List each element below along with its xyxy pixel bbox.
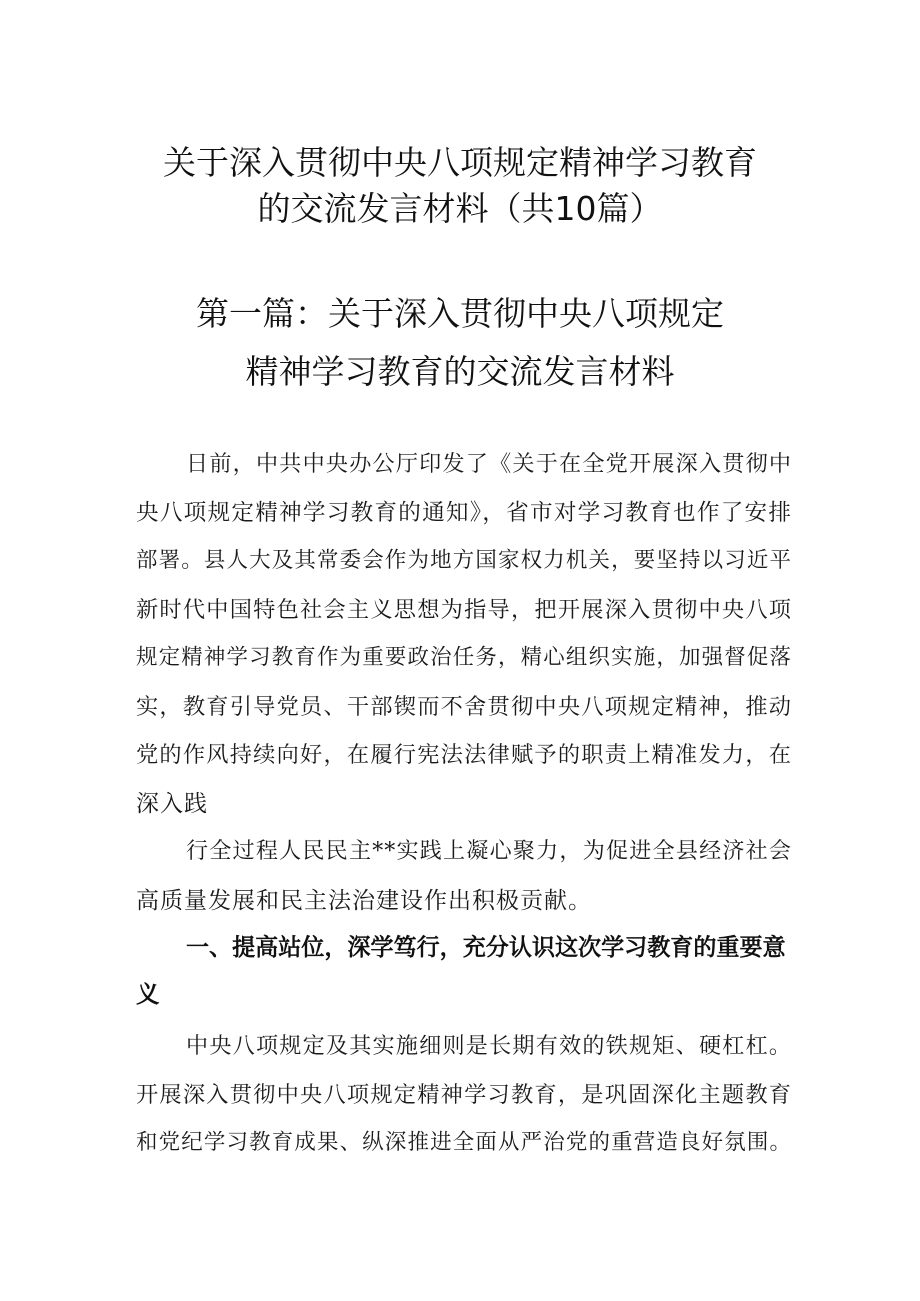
- text-line: 新时代中国特色社会主义思想为指导，把开展深入贯彻中央八项: [136, 596, 792, 623]
- text-line: 高质量发展和民主法治建设作出积极贡献。: [136, 887, 592, 914]
- heading-line: 义: [136, 980, 160, 1008]
- text-line: 党的作风持续向好，在履行宪法法律赋予的职责上精准发力，在: [136, 742, 792, 768]
- section-heading: [136, 925, 792, 1017]
- text-line: 日前，中共中央办公厅印发了《关于在全党开展深入贯彻中: [186, 451, 792, 477]
- section-title-line: 精神学习教育的交流发言材料: [245, 352, 675, 391]
- section-title-line: 第一篇：关于深入贯彻中央八项规定: [196, 294, 724, 333]
- text-line: 开展深入贯彻中央八项规定精神学习教育，是巩固深化主题教育: [136, 1081, 792, 1108]
- text-line: 实，教育引导党员、干部锲而不舍贯彻中央八项规定精神，推动: [136, 693, 792, 720]
- text-line: 中央八项规定及其实施细则是长期有效的铁规矩、硬杠杠。: [186, 1033, 792, 1059]
- text-line: 部署。县人大及其常委会作为地方国家权力机关，要坚持以习近平: [136, 548, 792, 573]
- text-line: 和党纪学习教育成果、纵深推进全面从严治党的重营造良好氛围。: [136, 1130, 792, 1155]
- section-title: [0, 285, 920, 401]
- text-line: 行全过程人民民主**实践上凝心聚力，为促进全县经济社会: [186, 839, 792, 864]
- text-line: 规定精神学习教育作为重要政治任务，精心组织实施，加强督促落: [136, 645, 792, 670]
- paragraph-body: [136, 1022, 792, 1168]
- text-line: 央八项规定精神学习教育的通知》，省市对学习教育也作了安排: [136, 499, 792, 526]
- text-line: 深入践: [136, 790, 208, 817]
- document-title-line: 关于深入贯彻中央八项规定精神学习教育: [163, 143, 757, 182]
- heading-line: 一、提高站位，深学笃行，充分认识这次学习教育的重要意: [186, 935, 786, 961]
- document-title: [0, 140, 920, 232]
- paragraph-intro: [136, 440, 792, 828]
- document-title-line: 的交流发言材料（共10篇）: [257, 189, 663, 228]
- paragraph-continuation: [136, 828, 792, 925]
